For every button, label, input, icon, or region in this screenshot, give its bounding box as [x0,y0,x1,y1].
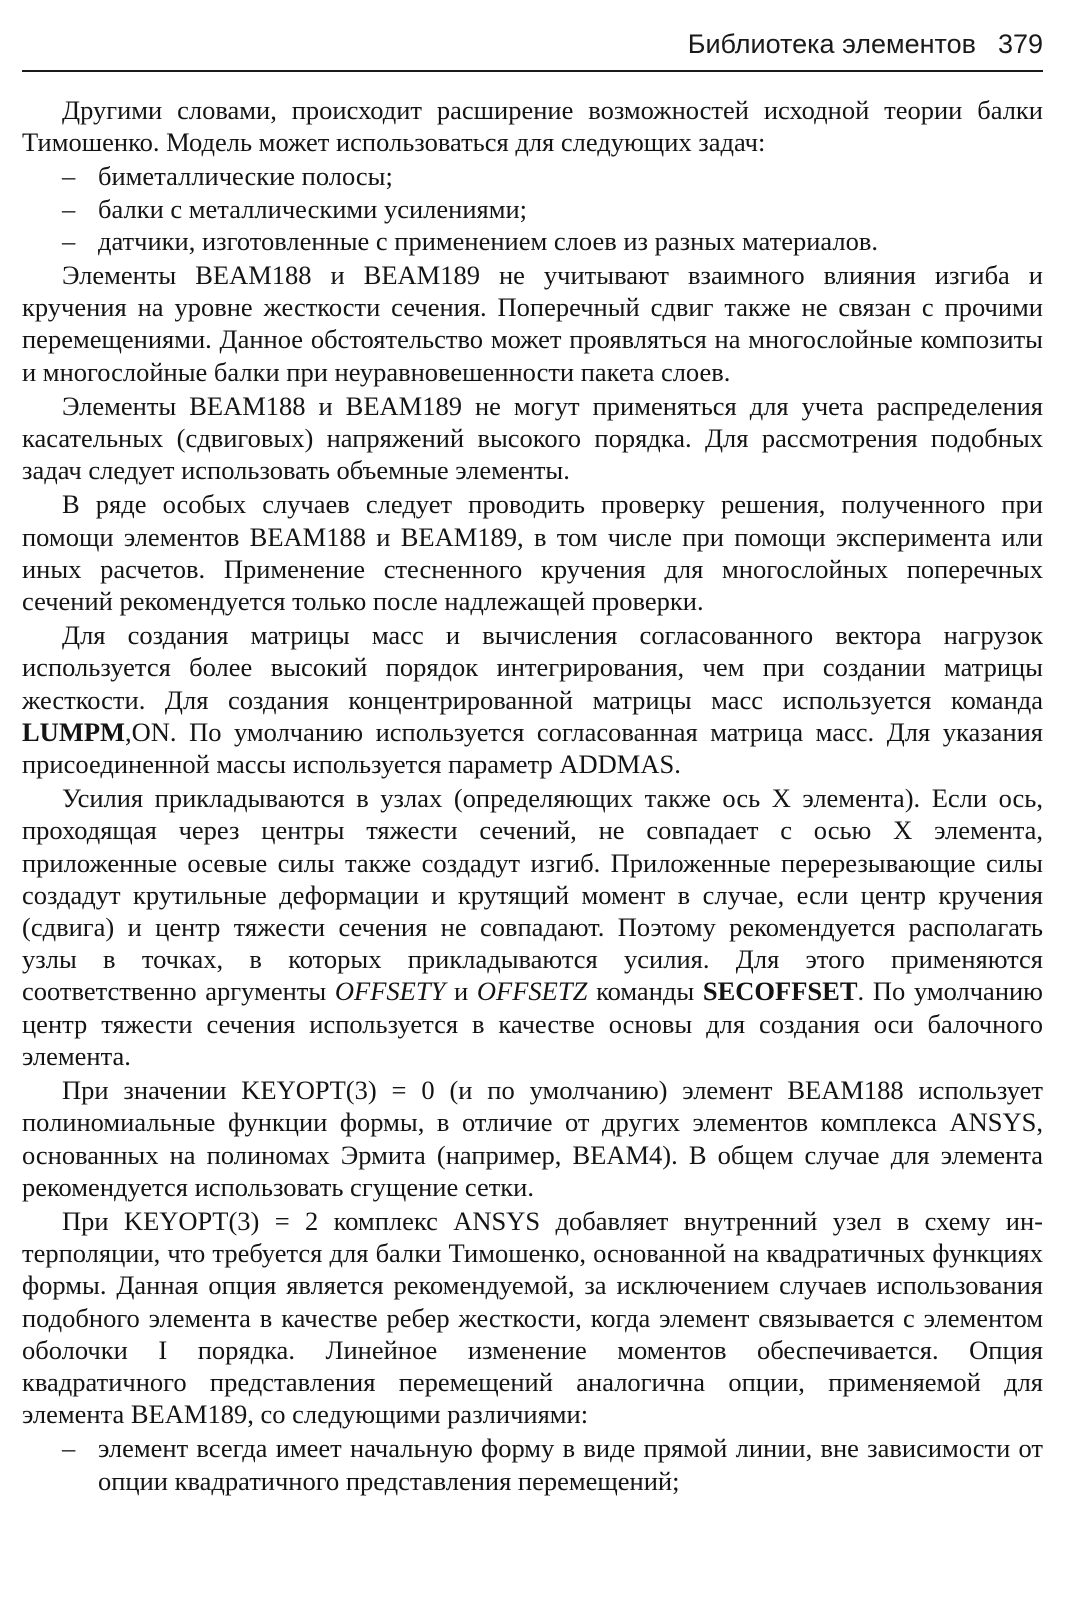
header-rule [22,70,1043,72]
command-secoffset: SECOFFSET [702,976,858,1007]
list-dash: – [62,1433,76,1464]
argument-offsetz: OFFSETZ [476,976,588,1007]
list-dash: – [62,225,76,256]
list-item-text: датчики, изготовленные с применением слоев из разных материалов. [98,225,879,256]
list-item [22,160,1043,192]
list-item-text: элемент всегда имеет начальную форму в виде прямой линии, вне зависимости от опции квадратичного представления перемещений; [98,1433,1043,1496]
document-page [22,24,1043,1499]
running-header-title: Библиотека элементов [687,29,976,59]
paragraph-shear-stress: Элементы BEAM188 и BEAM189 не могут применяться для учета распределения касательных (сдвиговых) напряжений высокого порядка. Для рассмотрения подобных задач следует использовать объемные элементы. [22,390,1043,486]
list-item [22,193,1043,225]
argument-offsety: OFFSETY [334,976,446,1007]
intro-paragraph: Другими словами, происходит расширение возможностей исходной теории балки Тимошенко. Модель может использоваться для следующих задач: [22,95,1043,158]
text-run: команды [587,976,703,1007]
page-number: 379 [997,29,1043,59]
command-lumpm: LUMPM [22,716,126,747]
list-dash: – [62,161,76,192]
text-run: ,ON. По умолчанию используется согласованная матрица масс. Для указания присоединенной массы используется параметр ADDMAS. [22,716,1043,780]
list-item [22,1432,1043,1496]
text-run: и [445,976,477,1007]
paragraph-mass-matrix [22,619,1043,780]
running-header [22,24,1043,68]
text-run: Усилия прикладываются в узлах (определяющих также ось X элемента). Если ось, проходящая через центры тяжести сечений, не совпадает с осью X элемента, приложенные осевые силы также создадут изгиб. Приложенные перерезывающие силы создадут крутильные деформации и крутящий момент в случае, если центр кручения (сдвига) и центр тяжести сечения не совпадают. Поэтому рекомендуется располагать узлы в точках, в которых прикладываются усилия. Для этого применяются соответственно аргументы [22,783,1043,1007]
list-dash: – [62,193,76,224]
paragraph-coupling: Элементы BEAM188 и BEAM189 не учитывают взаимного влияния изгиба и кручения на уровне жесткости сечения. Поперечный сдвиг также не связан с прочими перемещениями. Данное обстоятельство может проявляться на многослойные композиты и многослойные балки при неуравновешенности пакета слоев. [22,260,1043,387]
difference-list [22,1432,1043,1496]
text-run: Для создания матрицы масс и вычисления согласованного вектора нагрузок используется более высокий порядок интегрирования, чем при создании матрицы жесткости. Для создания концентрированной матрицы масс используется команда [22,620,1043,715]
paragraph-loads [22,782,1043,1072]
paragraph-keyopt3-two: При KEYOPT(3) = 2 комплекс ANSYS добавляет внутренний узел в схему интерполяции, что требуется для балки Тимошенко, основанной на квадратичных функциях формы. Данная опция является рекомендуемой, за исключением случаев использования подобного элемента в качестве ребер жесткости, когда элемент связывается с элементом оболочки I порядка. Линейное изменение моментов обеспечивается. Опция квадратичного представления перемещений аналогична опции, применяемой для элемента BEAM189, со следующими различиями: [22,1205,1043,1430]
list-item [22,225,1043,257]
paragraph-verification: В ряде особых случаев следует проводить проверку решения, полученного при помощи элементов BEAM188 и BEAM189, в том числе при помощи эксперимента или иных расчетов. Применение стесненного кручения для многослойных поперечных сечений рекомендуется только после надлежащей проверки. [22,489,1043,617]
paragraph-keyopt3-zero: При значении KEYOPT(3) = 0 (и по умолчанию) элемент BEAM188 использует полиномиальные функции формы, в отличие от других элементов комплекса ANSYS, основанных на полиномах Эрмита (например, BEAM4). В общем случае для элемента рекомендуется использовать сгущение сетки. [22,1075,1043,1202]
list-item-text: балки с металлическими усилениями; [98,193,528,224]
task-list [22,160,1043,257]
text-run: . По умолчанию центр тяжести сечения используется в качестве основы для создания оси балочного элемента. [22,976,1043,1071]
list-item-text: биметаллические полосы; [98,161,393,192]
body-text [22,94,1043,1497]
